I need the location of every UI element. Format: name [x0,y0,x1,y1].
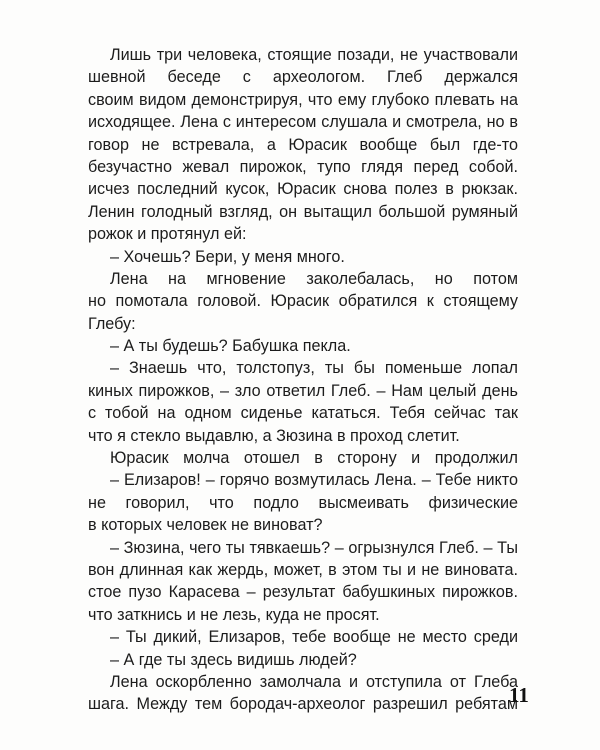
text-line: не говорил, что подло высмеивать физические [88,493,518,512]
text-line: исчез последний кусок, Юрасик снова полез в рюкзак. [88,180,518,199]
text-line: своим видом демонстрируя, что ему глубоко плевать на [88,90,518,109]
text-line: Ленин голодный взгляд, он вытащил большой румяный [88,202,518,221]
text-line: – Ты дикий, Елизаров, тебе вообще не место среди [110,628,518,647]
text-line: что я стекло выдавлю, а Зюзина в проход слетит. [88,426,460,445]
text-line: что заткнись и не лезь, куда не просят. [88,605,380,624]
text-line: Юрасик молча отошел в сторону и продолжил [110,449,518,468]
text-line: Лена на мгновение заколебалась, но потом [110,269,518,288]
text-line: – А где ты здесь видишь людей? [110,650,357,669]
text-line: с тобой на одном сиденье кататься. Тебя сейчас так [88,404,518,423]
text-line: – Знаешь что, толстопуз, ты бы поменьше лопал [110,359,518,378]
text-line: Лена оскорбленно замолчала и отступила от Глеба [110,672,518,691]
text-line: – Зюзина, чего ты тявкаешь? – огрызнулся Глеб. – Ты [110,538,518,557]
text-line: исходящее. Лена с интересом слушала и смотрела, но в [88,113,518,132]
text-line: шага. Между тем бородач-археолог разрешил ребятам [88,695,518,714]
text-line: безучастно жевал пирожок, тупо глядя перед собой. [88,157,518,176]
text-line: Лишь три человека, стоящие позади, не участвовали [110,46,518,64]
text-line: в которых человек не виноват? [88,516,323,535]
text-line: – Хочешь? Бери, у меня много. [110,247,345,266]
text-line: – А ты будешь? Бабушка пекла. [110,337,351,356]
text-line: Глебу: [88,314,136,333]
text-line: но помотала головой. Юрасик обратился к стоящему [88,292,518,311]
text-line: – Елизаров! – горячо возмутилась Лена. – Тебе никто [110,471,518,490]
text-line: стое пузо Карасева – результат бабушкиных пирожков. [88,583,518,602]
text-line: вон длинная как жердь, может, в этом ты и не виновата. [88,560,518,579]
body-text [88,44,518,716]
text-line: шевной беседе с археологом. Глеб держался [88,68,518,87]
page-number: 11 [509,683,529,707]
text-line: киных пирожков, – зло ответил Глеб. – Нам целый день [88,381,518,400]
text-line: говор не встревала, а Юрасик вообще был где-то [88,135,518,154]
text-line: рожок и протянул ей: [88,225,247,244]
